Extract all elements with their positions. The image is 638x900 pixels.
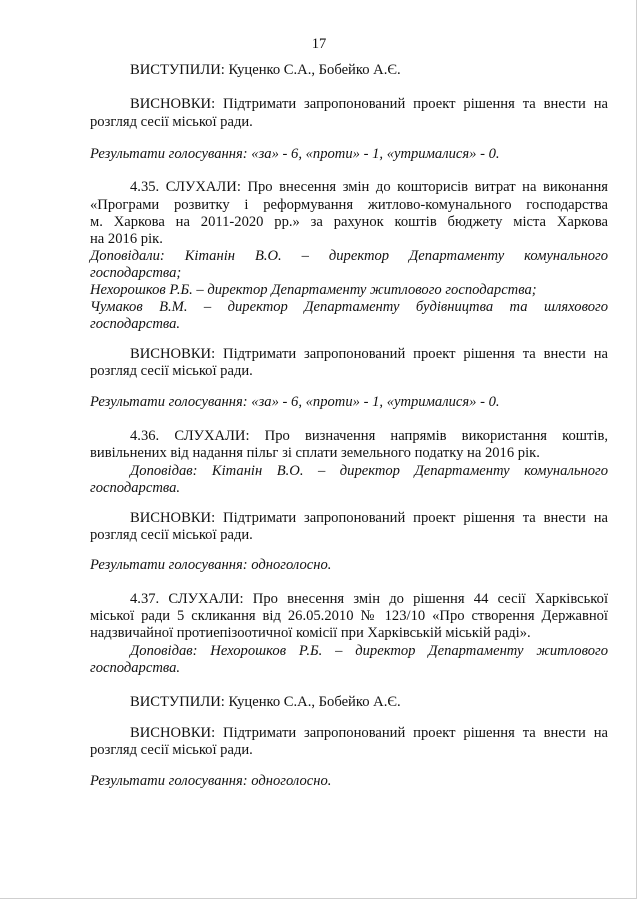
- item-4-35-text: на 2016 рік.: [90, 231, 163, 247]
- item-4-37-heading: 4.37. СЛУХАЛИ: Про внесення змін до рішення 44 сесії Харківської: [130, 591, 608, 607]
- item-4-35-text: «Програми розвитку і реформування житлово-комунального господарства: [90, 197, 608, 213]
- conclusions-line-cont: розгляд сесії міської ради.: [90, 742, 253, 758]
- item-4-36-heading: 4.36. СЛУХАЛИ: Про визначення напрямів використання коштів,: [130, 428, 608, 444]
- item-4-37-text: надзвичайної протиепізоотичної комісії при Харківській міській раді».: [90, 625, 531, 641]
- item-4-35-heading: 4.35. СЛУХАЛИ: Про внесення змін до кошторисів витрат на виконання: [130, 179, 608, 195]
- reporter-line-cont: господарства.: [90, 480, 181, 496]
- voting-result: Результати голосування: одноголосно.: [90, 557, 332, 573]
- speakers-line: ВИСТУПИЛИ: Куценко С.А., Бобейко А.Є.: [130, 62, 401, 78]
- reporters-line-cont: господарства;: [90, 265, 182, 281]
- conclusions-line: ВИСНОВКИ: Підтримати запропонований проект рішення та внести на: [130, 96, 608, 112]
- reporter-line: Доповідав: Кітанін В.О. – директор Департаменту комунального: [130, 463, 608, 479]
- voting-result: Результати голосування: «за» - 6, «проти» - 1, «утрималися» - 0.: [90, 394, 500, 410]
- reporters-line: Доповідали: Кітанін В.О. – директор Департаменту комунального: [90, 248, 608, 264]
- reporter-line-cont: господарства.: [90, 660, 181, 676]
- reporter-line: Нехорошков Р.Б. – директор Департаменту житлового господарства;: [90, 282, 537, 298]
- conclusions-line-cont: розгляд сесії міської ради.: [90, 114, 253, 130]
- item-4-35-text: м. Харкова на 2011-2020 рр.» за рахунок коштів бюджету міста Харкова: [90, 214, 608, 230]
- reporter-line-cont: господарства.: [90, 316, 181, 332]
- conclusions-line-cont: розгляд сесії міської ради.: [90, 527, 253, 543]
- conclusions-line: ВИСНОВКИ: Підтримати запропонований проект рішення та внести на: [130, 510, 608, 526]
- voting-result: Результати голосування: «за» - 6, «проти» - 1, «утрималися» - 0.: [90, 146, 500, 162]
- reporter-line: Доповідав: Нехорошков Р.Б. – директор Департаменту житлового: [130, 643, 608, 659]
- conclusions-line: ВИСНОВКИ: Підтримати запропонований проект рішення та внести на: [130, 346, 608, 362]
- reporter-line: Чумаков В.М. – директор Департаменту будівництва та шляхового: [90, 299, 608, 315]
- item-4-36-text: вивільнених від надання пільг зі сплати земельного податку на 2016 рік.: [90, 445, 540, 461]
- conclusions-line: ВИСНОВКИ: Підтримати запропонований проект рішення та внести на: [130, 725, 608, 741]
- page-number: 17: [311, 36, 327, 52]
- speakers-line: ВИСТУПИЛИ: Куценко С.А., Бобейко А.Є.: [130, 694, 401, 710]
- item-4-37-text: міської ради 5 скликання від 26.05.2010 № 123/10 «Про створення Державної: [90, 608, 608, 624]
- conclusions-line-cont: розгляд сесії міської ради.: [90, 363, 253, 379]
- voting-result: Результати голосування: одноголосно.: [90, 773, 332, 789]
